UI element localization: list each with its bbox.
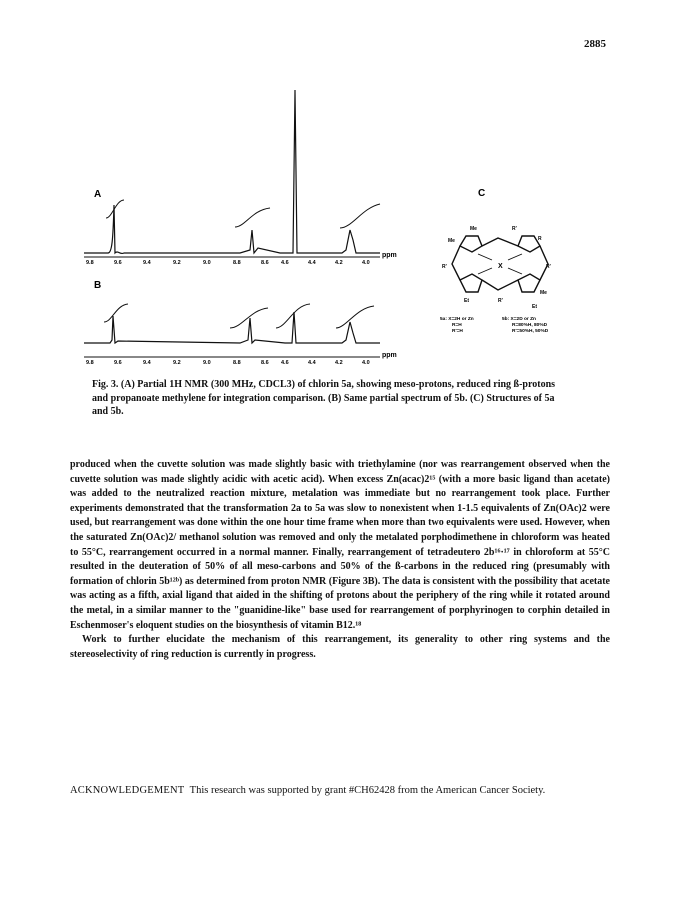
tick-label: 9.6	[114, 260, 122, 266]
acknowledgement	[70, 783, 610, 798]
legend-line: R=H	[452, 323, 462, 328]
tick-label: 4.6	[281, 360, 289, 366]
structure-label: Et	[464, 298, 469, 304]
legend-line: 5a: X=2H or Zn	[440, 317, 474, 322]
tick-label: 8.6	[261, 260, 269, 266]
tick-label: 8.8	[233, 260, 241, 266]
tick-label: 9.6	[114, 360, 122, 366]
structure-label: R'	[442, 264, 447, 270]
tick-label: 4.2	[335, 360, 343, 366]
body-text	[70, 458, 610, 662]
structure-label: Me	[448, 238, 455, 244]
spectrum-b	[80, 270, 440, 370]
integral-a-1	[106, 200, 124, 218]
structure-label: R'	[512, 226, 517, 232]
figure-caption: Fig. 3. (A) Partial 1H NMR (300 MHz, CDCL3) of chlorin 5a, showing meso-protons, reduced ring ß-protons and propanoate methylene for integration comparison. (B) Same partial spectrum of 5b. (C) Structures of 5a and 5b.	[92, 379, 556, 417]
tick-label: 4.2	[335, 260, 343, 266]
structure-label: Me	[540, 290, 547, 296]
axis-b-ticks	[86, 352, 397, 366]
tick-label: 9.4	[143, 360, 151, 366]
axis-unit: ppm	[382, 252, 397, 259]
structure-label: R	[538, 236, 542, 242]
integral-b-1	[104, 304, 128, 322]
tick-label: 4.4	[308, 360, 316, 366]
structure-label: Me	[470, 226, 477, 232]
paragraph: Work to further elucidate the mechanism of this rearrangement, its generality to other ring systems and the stereoselectivity of ring reduction is currently in progress.	[70, 634, 610, 660]
panel-letter-b: B	[94, 280, 102, 291]
legend-line: R=80%H, 80%D	[512, 323, 548, 328]
legend-line: R'=50%H, 50%D	[512, 329, 549, 334]
tick-label: 4.0	[362, 360, 370, 366]
tick-label: 8.8	[233, 360, 241, 366]
acknowledgement-heading: ACKNOWLEDGEMENT	[70, 785, 185, 796]
axis-a-ticks	[86, 252, 397, 266]
tick-label: 4.4	[308, 260, 316, 266]
tick-label: 4.6	[281, 260, 289, 266]
legend-line: R'=H	[452, 329, 463, 334]
spectrum-a-trace	[84, 90, 380, 253]
integral-a-2	[235, 208, 270, 227]
tick-label: 9.2	[173, 360, 181, 366]
tick-label: 9.0	[203, 360, 211, 366]
structure-label: R'	[498, 298, 503, 304]
tick-label: 9.8	[86, 260, 94, 266]
panel-letter-a: A	[94, 189, 102, 200]
integral-b-4	[336, 306, 374, 328]
integral-a-3	[340, 204, 380, 228]
tick-label: 9.2	[173, 260, 181, 266]
axis-unit: ppm	[382, 352, 397, 359]
paragraph: produced when the cuvette solution was made slightly basic with triethylamine (nor was rearrangement observed when the cuvette solution was made slightly acidic with acetic acid). When excess Zn(acac)2¹⁵ (with a more basic ligand than acetate) was added to the neutralized reaction mixture, metalation was immediate but no rearrangement took place. Further experiments demonstrated that the transformation 2a to 5a was slow to nonexistent when 1-1.5 equivalents of Zn(OAc)2 were used, but rearrangement was done within the one hour time frame when more than two equivalents were used. However, when the saturated Zn(OAc)2/ methanol solution was removed and only the metalated porphodimethene in chloroform was heated to 55°C, rearrangement occurred in a normal manner. Finally, rearrangement of tetradeutero 2b¹⁶·¹⁷ in chloroform at 55°C resulted in the deuteration of 50% of all meso-carbons and 50% of the ß-carbons in the reduced ring (presumably with formation of chlorin 5b¹²ᵇ) as determined from proton NMR (Figure 3B). The data is consistent with the possibility that acetate was acting as a fifth, axial ligand that aided in the shifting of protons about the periphery of the ring while it rotated around the metal, in a similar manner to the "guanidine-like" base used for rearrangement of porphyrinogen to corphin detailed in Eschenmoser's eloquent studies on the biosynthesis of vitamin B12.¹⁸	[70, 459, 610, 631]
structure-c	[440, 180, 600, 350]
tick-label: 9.0	[203, 260, 211, 266]
legend-line: 5b: X=2D or Zn	[502, 317, 536, 322]
page-number: 2885	[584, 38, 606, 50]
tick-label: 9.4	[143, 260, 151, 266]
structure-label: R'	[546, 264, 551, 270]
panel-letter-c: C	[478, 188, 486, 199]
structure-label: X	[498, 263, 503, 270]
tick-label: 9.8	[86, 360, 94, 366]
tick-label: 4.0	[362, 260, 370, 266]
acknowledgement-text: This research was supported by grant #CH62428 from the American Cancer Society.	[189, 785, 546, 796]
tick-label: 8.6	[261, 360, 269, 366]
structure-label: Et	[532, 304, 537, 310]
spectrum-a	[80, 80, 440, 280]
